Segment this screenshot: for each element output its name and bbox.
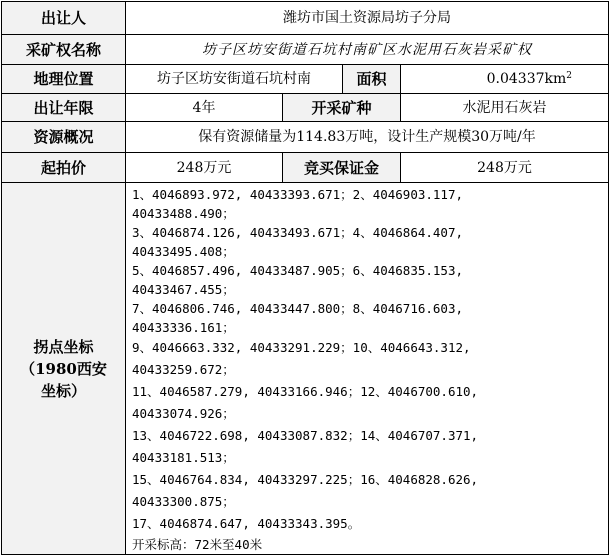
coord-line: 40433467.455； (132, 282, 235, 297)
transferor-value: 潍坊市国土资源局坊子分局 (126, 2, 609, 35)
resource-label: 资源概况 (2, 122, 126, 153)
right-name-value: 坊子区坊安街道石坑村南矿区水泥用石灰岩采矿权 (126, 35, 609, 65)
term-label: 出让年限 (2, 94, 126, 122)
row-coordinates (2, 183, 609, 555)
coord-line: 40433495.408； (132, 244, 235, 259)
coords-label-line3: 坐标） (40, 381, 86, 400)
coord-line: 11、4046587.279, 40433166.946；12、4046700.610, (132, 384, 479, 399)
row-price (2, 153, 609, 183)
coord-line: 40433074.926； (132, 406, 235, 421)
mineral-label: 开采矿种 (283, 94, 401, 122)
transferor-label: 出让人 (2, 2, 126, 35)
info-table (1, 1, 609, 555)
coord-line: 40433259.672； (132, 362, 235, 377)
coord-line: 3、4046874.126, 40433493.671；4、4046864.407, (132, 225, 463, 240)
coord-line: 17、4046874.647, 40433343.395。 (132, 516, 361, 531)
coord-line: 40433181.513； (132, 450, 235, 465)
deposit-value: 248万元 (401, 153, 609, 183)
resource-value: 保有资源储量为114.83万吨，设计生产规模30万吨/年 (126, 122, 609, 153)
coords-label (2, 183, 126, 555)
row-location (2, 65, 609, 94)
location-label: 地理位置 (2, 65, 126, 94)
coords-label-line1: 拐点坐标 (33, 337, 94, 356)
right-name-label: 采矿权名称 (2, 35, 126, 65)
mineral-value: 水泥用石灰岩 (401, 94, 609, 122)
coord-line: 15、4046764.834, 40433297.225；16、4046828.626, (132, 472, 479, 487)
coord-line: 1、4046893.972, 40433393.671；2、4046903.117, (132, 187, 463, 202)
coord-line: 40433300.875； (132, 494, 235, 509)
coords-value (126, 183, 609, 555)
row-resource (2, 122, 609, 153)
coord-line: 5、4046857.496, 40433487.905；6、4046835.153, (132, 263, 463, 278)
coord-line: 40433488.490； (132, 206, 235, 221)
price-label: 起拍价 (2, 153, 126, 183)
location-value: 坊子区坊安街道石坑村南 (126, 65, 343, 94)
coord-line: 13、4046722.698, 40433087.832；14、4046707.371, (132, 428, 479, 443)
elevation-note: 开采标高：72米至40米 (132, 537, 263, 552)
coord-line: 7、4046806.746, 40433447.800；8、4046716.603, (132, 301, 463, 316)
term-value: 4年 (126, 94, 283, 122)
coords-label-line2: （1980西安 (20, 359, 107, 378)
row-term (2, 94, 609, 122)
area-label: 面积 (343, 65, 401, 94)
coord-line: 9、4046663.332, 40433291.229；10、4046643.312, (132, 340, 471, 355)
area-number: 0.04337km (486, 71, 567, 87)
area-unit-superscript: 2 (566, 71, 572, 81)
deposit-label: 竞买保证金 (283, 153, 401, 183)
coord-line: 40433336.161； (132, 320, 235, 335)
row-right-name (2, 35, 609, 65)
row-transferor (2, 2, 609, 35)
price-value: 248万元 (126, 153, 283, 183)
area-value (401, 65, 609, 94)
